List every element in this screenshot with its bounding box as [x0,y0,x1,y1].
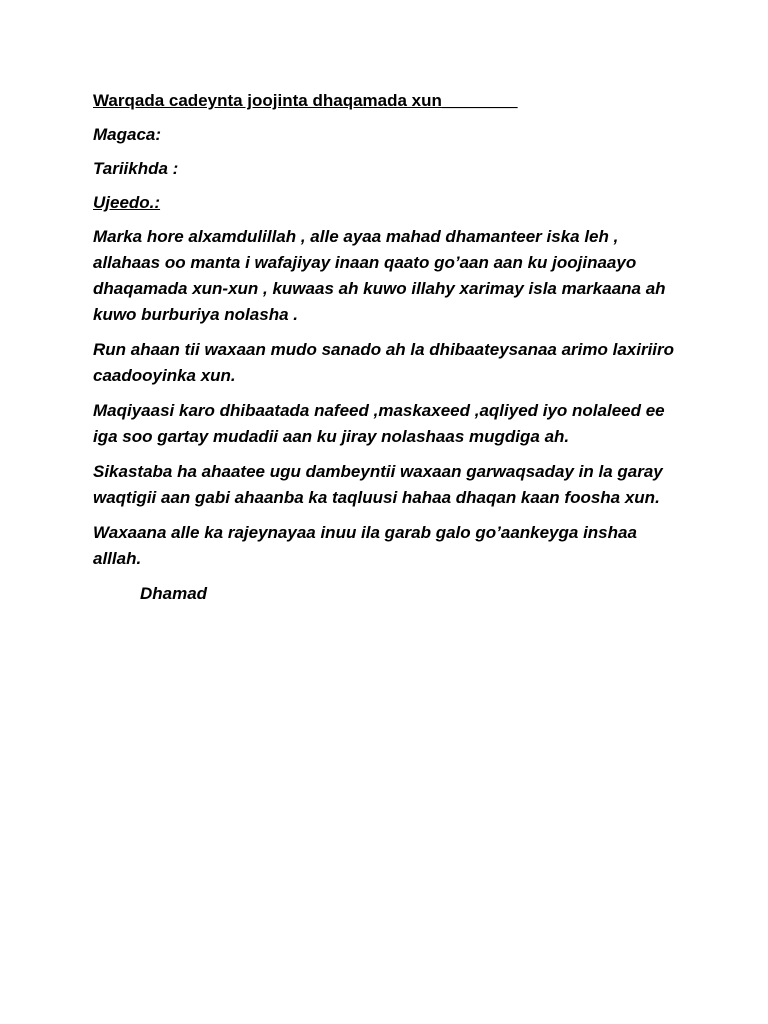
paragraph-2: Run ahaan tii waxaan mudo sanado ah la dhibaateysanaa arimo laxiriiro caadooyinka xun. [93,340,675,385]
signature: Dhamad [140,584,208,603]
title-trailing-line: ________ [441,91,518,110]
purpose-label: Ujeedo.: [93,193,161,212]
paragraph-1: Marka hore alxamdulillah , alle ayaa mahad dhamanteer iska leh , allahaas oo manta i wafajiyay inaan qaato go’aan aan ku joojinaayo dhaqamada xun-xun , kuwaas ah kuwo illahy xarimay isla markaana ah kuwo burburiya nolasha . [93,227,666,324]
name-label: Magaca: [93,125,162,144]
title-text: Warqada cadeynta joojinta dhaqamada xun [93,91,442,110]
date-label: Tariikhda : [93,159,179,178]
paragraph-4: Sikastaba ha ahaatee ugu dambeyntii waxaan garwaqsaday in la garay waqtigii aan gabi ahaanba ka taqluusi hahaa dhaqan kaan foosha xun. [93,462,663,507]
paragraph-5: Waxaana alle ka rajeynayaa inuu ila garab galo go’aankeyga inshaa alllah. [93,523,637,568]
document-title [93,88,683,114]
paragraph-3: Maqiyaasi karo dhibaatada nafeed ,maskaxeed ,aqliyed iyo nolaleed ee iga soo gartay mudadii aan ku jiray nolashaas mugdiga ah. [93,401,665,446]
document-body [93,88,683,607]
